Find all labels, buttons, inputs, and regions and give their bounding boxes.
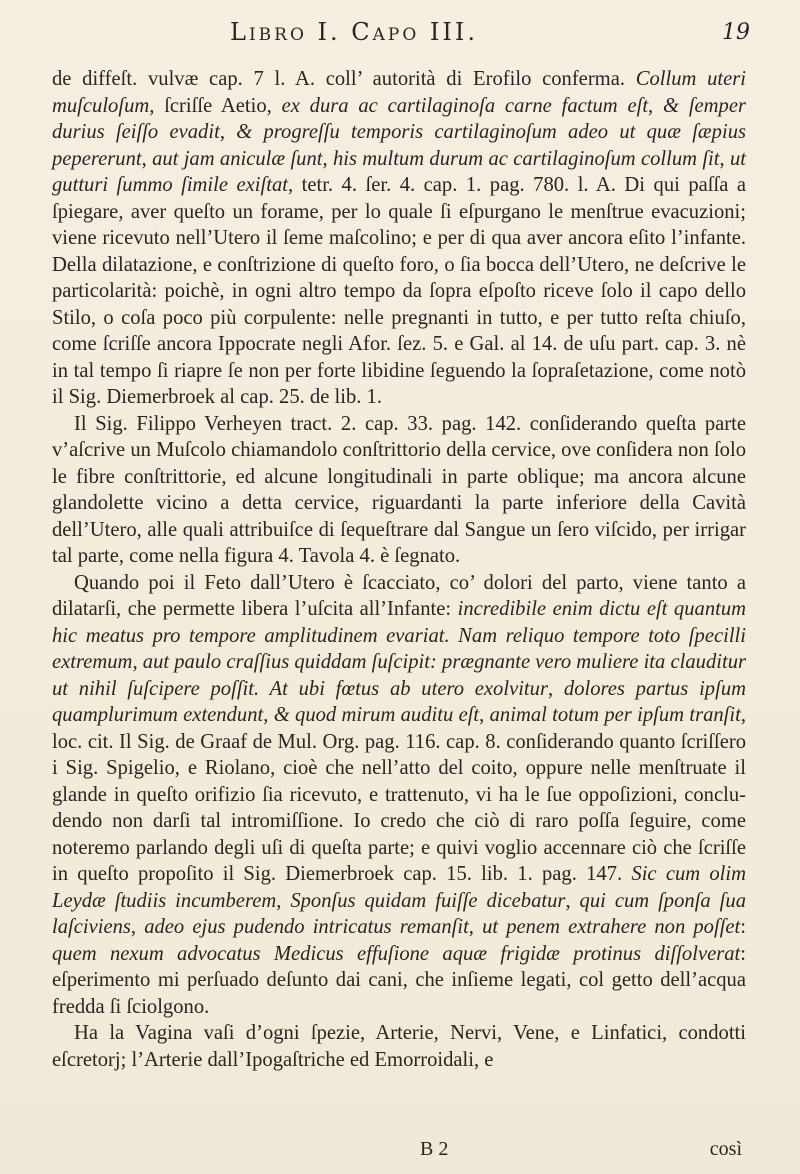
text-run: , loc. cit. Il Sig. de Graaf de Mul. Org. pag. 116. cap. 8. conſiderando quanto ſcriſſero i Sig. Spigelio, e Riolano, cioè che nell’atto del coito, oppure nelle menſtruate il glande in queſto orifizio ſia ricevuto, e trattenuto, vi ha le ſue oppoſizioni, concludendo non darſi tal intromiſſione. Io credo che ciò di raro poſſa ſeguire, come noteremo parlando degli uſi di queſta parte; e quivi voglio accennare ciò che ſcriſſe in queſto propoſito il Sig. Diemerbroek cap. 15. lib. 1. pag. 147. bbox=[52, 704, 747, 885]
paragraph bbox=[52, 1020, 746, 1073]
italic-run: quem nexum advocatus Medicus effuſione aquæ frigidæ protinus diſſolverat bbox=[52, 942, 741, 965]
italic-run: aut jam aniculæ ſunt bbox=[152, 147, 323, 170]
text-run: , tetr. 4. ſer. 4. cap. 1. pag. 780. l. A. Di qui paſſa a ſpiegare, aver queſto un forame, per lo quale ſi eſpurgano le menſtrue evacuzioni; viene ricevuto nell’Utero il ſeme maſcolino; e per di qua aver ancora eſito l’infante. Della dilatazione, e conſtrizione di queſto foro, o ſia bocca dell’Utero, ne deſcrive le particolarità: poichè, in ogni altro tempo da ſopra eſpoſto riceve ſolo il capo dello Stilo, o coſa poco più corpulente: nelle pregnanti in tutto, e per tutto reſta chiuſo, come ſcriſſe ancora Ippocrate negli Afor. ſez. 5. e Gal. al 14. de uſu part. cap. 3. nè in tal tempo ſi riapre ſe non per forte libidine ſeguendo la ſopraſetazione, come notò il Sig. Diemerbroek al cap. 25. de lib. 1. bbox=[52, 174, 746, 408]
italic-run: incredibile enim dictu eſt quantum hic meatus pro tempore amplitudinem evariat. Nam reliquo tempore toto ſpecilli extremum bbox=[52, 598, 747, 673]
italic-run: dolores partus ipſum quamplurimum extendunt bbox=[52, 677, 746, 726]
italic-run: Sponſus quidam fuiſſe dicebatur bbox=[290, 889, 566, 912]
signature-mark: B 2 bbox=[420, 1138, 449, 1160]
italic-run: qui cum ſponſa ſua laſciviens bbox=[52, 889, 746, 938]
paragraph bbox=[52, 570, 746, 1021]
page-footer bbox=[60, 1138, 750, 1166]
text-run: , bbox=[219, 121, 237, 143]
italic-run: & quod mirum auditu eſt bbox=[273, 704, 480, 726]
italic-run: his multum durum ac cartilaginoſum collum ſit bbox=[332, 147, 720, 170]
italic-run: & ſemper durius ſeiſſo evadit bbox=[52, 94, 746, 143]
page-header bbox=[60, 18, 750, 58]
text-run: , bbox=[565, 889, 580, 912]
italic-run: ex dura ac cartilaginoſa carne factum eſt bbox=[281, 94, 649, 117]
text-run: , bbox=[719, 147, 730, 170]
italic-run: Sic cum olim Leydæ ſtudiis incumberem bbox=[52, 863, 746, 912]
text-run: , bbox=[479, 704, 490, 726]
text-run: Ha la Vagina vaſi d’ogni ſpezie, Arterie, Nervi, Vene, e Linfatici, condotti eſcretorj; l’Arterie dall’Ipogaſtriche ed Emorroidali, e bbox=[52, 1022, 746, 1071]
text-run: , ſcriſſe Aetio, bbox=[149, 94, 282, 117]
italic-run: aut paulo craſſius quiddam ſuſcipit: prægnante vero muliere ita clauditur ut nihil ſuſcipere poſſit. At ubi fœtus ab utero exolvitur bbox=[52, 651, 747, 700]
body-text bbox=[52, 66, 746, 1073]
text-run: , bbox=[263, 704, 274, 726]
text-run: : bbox=[740, 916, 747, 938]
text-run: , bbox=[468, 916, 483, 938]
catchword: così bbox=[709, 1138, 742, 1160]
paragraph bbox=[52, 411, 746, 570]
text-run: , bbox=[130, 916, 145, 938]
text-run: : eſperimento mi perſuado deſunto dai cani, che inſieme legati, col getto dell’acqua fredda ſi ſciolgono. bbox=[52, 942, 746, 1018]
italic-run: animal totum per ipſum tranſit bbox=[489, 704, 741, 726]
italic-run: ut penem extrahere non poſſet bbox=[482, 916, 741, 938]
text-run: , bbox=[141, 147, 153, 170]
text-run: , bbox=[648, 94, 663, 117]
text-run: , bbox=[276, 889, 291, 912]
text-run: , bbox=[322, 147, 333, 170]
italic-run: & progreſſu temporis cartilaginoſum adeo ut quæ ſæpius pepererunt bbox=[52, 121, 746, 170]
text-run: , bbox=[132, 651, 143, 673]
italic-run: Collum uteri muſculoſum bbox=[52, 68, 746, 117]
text-run: , bbox=[547, 677, 564, 700]
text-run: de diffeſt. vulvæ cap. 7 l. A. coll’ autorità di Erofilo conferma. bbox=[52, 68, 636, 90]
italic-run: ut gutturi ſummo ſimile exiſtat bbox=[52, 147, 747, 196]
text-run: Il Sig. Filippo Verheyen tract. 2. cap. 33. pag. 142. conſiderando queſta parte v’aſcrive un Muſcolo chiamandolo conſtrittorio della cervice, ove conſidera non ſolo le fibre conſtrittorie, ed alcune longitudinali in parte oblique; ma ancora alcune glandolette vicino a detta cervice, riguardanti la parte inferiore della Cavità dell’Utero, alle quali attribuiſce di ſequeſtrare dal Sangue un ſero viſcido, per irrigar tal parte, come nella figura 4. Tavola 4. è ſegnato. bbox=[52, 412, 746, 567]
paragraph bbox=[52, 66, 746, 411]
page-number: 19 bbox=[722, 20, 750, 45]
running-head: Libro I. Capo III. bbox=[230, 18, 478, 46]
text-run: Quando poi il Feto dall’Utero è ſcacciato, co’ dolori del parto, viene tanto a dilatarſi, che permette libera l’uſcita all’Infante: bbox=[52, 571, 746, 620]
italic-run: adeo ejus pudendo intricatus remanſit bbox=[144, 916, 469, 938]
